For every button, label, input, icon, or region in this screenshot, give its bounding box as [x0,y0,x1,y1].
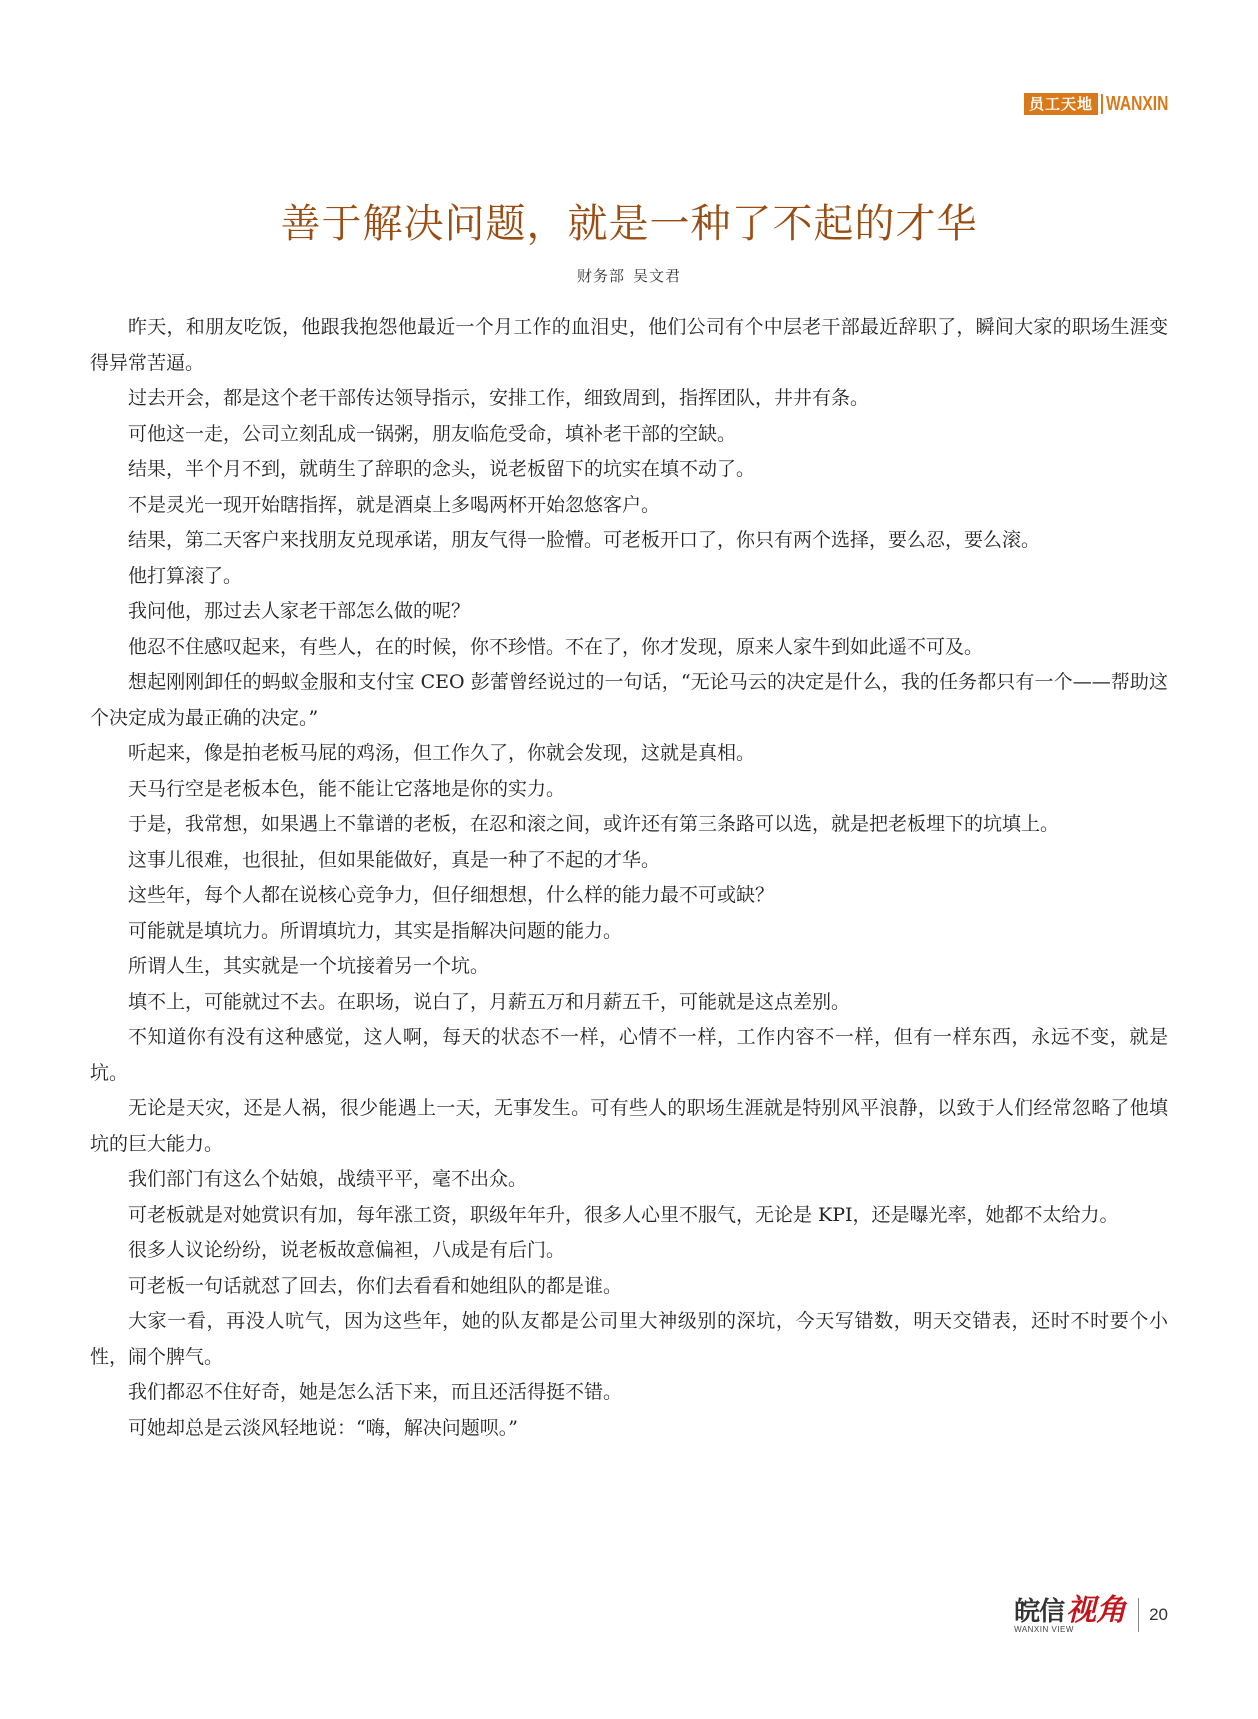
section-label: 员工天地 [1024,93,1098,115]
magazine-logo [1014,1592,1127,1635]
article-paragraph: 过去开会，都是这个老干部传达领导指示，安排工作，细致周到，指挥团队，井井有条。 [128,387,870,409]
article-paragraph: 不是灵光一现开始瞎指挥，就是酒桌上多喝两杯开始忽悠客户。 [128,493,661,516]
article-paragraph: 可能就是填坑力。所谓填坑力，其实是指解决问题的能力。 [128,919,623,942]
article-paragraph: 结果，第二天客户来找朋友兑现承诺，朋友气得一脸懵。可老板开口了，你只有两个选择，要么忍，要么滚。 [128,529,1041,551]
article-paragraph: 无论是天灾，还是人祸，很少能遇上一天，无事发生。可有些人的职场生涯就是特别风平浪静，以致于人们经常忽略了他填坑的巨大能力。 [90,1097,1168,1155]
article-paragraph: 可老板一句话就怼了回去，你们去看看和她组队的都是谁。 [128,1274,623,1297]
page-footer [1014,1590,1168,1640]
page-number: 20 [1149,1605,1168,1624]
article-paragraph: 昨天，和朋友吃饭，他跟我抱怨他最近一个月工作的血泪史，他们公司有个中层老干部最近辞职了，瞬间大家的职场生涯变得异常苦逼。 [90,316,1168,374]
article-paragraph: 所谓人生，其实就是一个坑接着另一个坑。 [128,955,490,977]
brand-label: WANXIN [1106,93,1169,115]
footer-divider [1138,1598,1139,1632]
article-paragraph: 我们都忍不住好奇，她是怎么活下来，而且还活得挺不错。 [128,1381,623,1403]
magazine-name-script: 视角 [1066,1592,1127,1628]
article-paragraph: 听起来，像是拍老板马屁的鸡汤，但工作久了，你就会发现，这就是真相。 [128,742,756,764]
article-paragraph: 这些年，每个人都在说核心竞争力，但仔细想想，什么样的能力最不可或缺？ [128,884,775,906]
article-body [90,310,1168,1446]
article-paragraph: 可老板就是对她赏识有加，每年涨工资，职级年年升，很多人心里不服气，无论是 KPI，还是曝光率，她都不太给力。 [128,1203,1119,1226]
article-byline [0,264,1258,288]
article-paragraph: 这事儿很难，也很扯，但如果能做好，真是一种了不起的才华。 [128,848,661,871]
author-department: 财务部 [576,267,625,285]
header-divider [1101,94,1103,114]
article-paragraph: 天马行空是老板本色，能不能让它落地是你的实力。 [128,777,566,800]
article-paragraph: 于是，我常想，如果遇上不靠谱的老板，在忍和滚之间，或许还有第三条路可以选，就是把老板埋下的坑填上。 [128,813,1060,835]
magazine-name-primary: 皖信 [1014,1596,1065,1627]
article-paragraph: 我们部门有这么个姑娘，战绩平平，毫不出众。 [128,1168,528,1190]
article-paragraph: 大家一看，再没人吭气，因为这些年，她的队友都是公司里大神级别的深坑，今天写错数，明天交错表，还时不时要个小性，闹个脾气。 [90,1310,1168,1368]
section-header [1024,92,1168,116]
article-paragraph: 他忍不住感叹起来，有些人，在的时候，你不珍惜。不在了，你才发现，原来人家牛到如此遥不可及。 [128,635,984,658]
article-paragraph: 可他这一走，公司立刻乱成一锅粥，朋友临危受命，填补老干部的空缺。 [128,422,737,445]
article-paragraph: 我问他，那过去人家老干部怎么做的呢？ [128,600,471,622]
article-paragraph: 不知道你有没有这种感觉，这人啊，每天的状态不一样，心情不一样，工作内容不一样，但有一样东西，永远不变，就是坑。 [90,1026,1168,1084]
article-paragraph: 很多人议论纷纷，说老板故意偏袒，八成是有后门。 [128,1239,566,1261]
magazine-subtitle: WANXIN VIEW [1014,1624,1074,1634]
article-paragraph: 可她却总是云淡风轻地说：“嗨，解决问题呗。” [128,1416,518,1439]
article-paragraph: 结果，半个月不到，就萌生了辞职的念头，说老板留下的坑实在填不动了。 [128,458,756,480]
author-name: 吴文君 [633,267,682,285]
article-paragraph: 填不上，可能就过不去。在职场，说白了，月薪五万和月薪五千，可能就是这点差别。 [128,990,851,1013]
article-paragraph: 他打算滚了。 [128,564,243,587]
article-paragraph: 想起刚刚卸任的蚂蚁金服和支付宝 CEO 彭蕾曾经说过的一句话，“无论马云的决定是什么，我的任务都只有一个——帮助这个决定成为最正确的决定。” [90,671,1168,729]
article-title: 善于解决问题，就是一种了不起的才华 [280,201,978,247]
